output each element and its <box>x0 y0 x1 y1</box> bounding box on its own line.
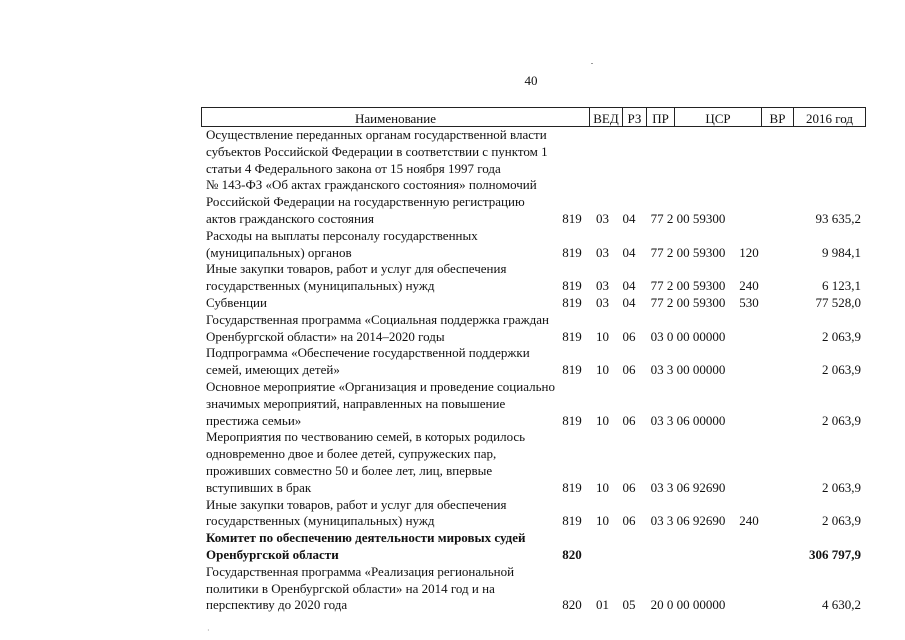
header-pr: ПР <box>646 107 674 127</box>
row-pr: 06 <box>622 513 636 529</box>
table-row <box>201 564 866 614</box>
scan-mark: · <box>207 626 210 635</box>
header-rz: РЗ <box>622 107 646 127</box>
row-csr: 03 3 06 92690 <box>650 513 726 529</box>
row-sum: 9 984,1 <box>822 244 861 260</box>
row-vr: 240 <box>739 513 759 529</box>
row-ved: 819 <box>562 412 582 428</box>
row-csr: 03 3 06 00000 <box>650 412 726 428</box>
row-sum: 2 063,9 <box>822 362 861 378</box>
row-ved: 819 <box>562 362 582 378</box>
row-pr: 04 <box>622 210 636 226</box>
row-name: Иные закупки товаров, работ и услуг для обеспечения государственных (муниципальных) нужд <box>206 496 507 529</box>
row-sum: 306 797,9 <box>809 546 861 562</box>
row-ved: 820 <box>562 546 582 562</box>
row-sum: 6 123,1 <box>822 278 861 294</box>
row-ved: 819 <box>562 479 582 495</box>
row-rz: 03 <box>596 210 609 226</box>
header-vr: ВР <box>761 107 793 127</box>
header-name: Наименование <box>201 107 589 127</box>
row-ved: 819 <box>562 210 582 226</box>
row-rz: 03 <box>596 278 609 294</box>
budget-table-body <box>201 127 866 614</box>
table-row <box>201 345 866 379</box>
row-rz: 10 <box>596 412 609 428</box>
table-row <box>201 261 866 295</box>
row-csr: 03 0 00 00000 <box>650 328 726 344</box>
row-pr: 06 <box>622 362 636 378</box>
row-name: Мероприятия по чествованию семей, в которых родилось одновременно двое и более детей, супружеских пар, проживших совместно 50 и более лет, лиц, впервые вступивших в брак <box>206 429 526 495</box>
row-pr: 04 <box>622 244 636 260</box>
row-rz: 01 <box>596 597 609 613</box>
header-csr: ЦСР <box>674 107 761 127</box>
table-row <box>201 379 866 429</box>
row-sum: 4 630,2 <box>822 597 861 613</box>
row-csr: 03 3 00 00000 <box>650 362 726 378</box>
row-rz: 03 <box>596 244 609 260</box>
row-pr: 06 <box>622 328 636 344</box>
row-csr: 77 2 00 59300 <box>650 278 726 294</box>
header-year: 2016 год <box>793 107 866 127</box>
table-row <box>201 530 866 564</box>
table-header <box>201 107 866 127</box>
row-sum: 77 528,0 <box>815 294 861 310</box>
row-csr: 77 2 00 59300 <box>650 210 726 226</box>
row-ved: 819 <box>562 328 582 344</box>
row-rz: 10 <box>596 328 609 344</box>
table-row <box>201 228 866 262</box>
table-row <box>201 295 866 312</box>
row-rz: 03 <box>596 294 609 310</box>
row-pr: 04 <box>622 278 636 294</box>
header-ved: ВЕД <box>589 107 622 127</box>
row-pr: 06 <box>622 412 636 428</box>
row-name: Субвенции <box>206 294 267 310</box>
row-vr: 530 <box>739 294 759 310</box>
row-sum: 2 063,9 <box>822 328 861 344</box>
row-sum: 2 063,9 <box>822 479 861 495</box>
row-ved: 820 <box>562 597 582 613</box>
row-rz: 10 <box>596 513 609 529</box>
row-rz: 10 <box>596 479 609 495</box>
table-row <box>201 312 866 346</box>
row-ved: 819 <box>562 244 582 260</box>
row-ved: 819 <box>562 278 582 294</box>
row-pr: 04 <box>622 294 636 310</box>
row-pr: 05 <box>622 597 636 613</box>
row-rz: 10 <box>596 362 609 378</box>
row-sum: 93 635,2 <box>815 210 861 226</box>
row-pr: 06 <box>622 479 636 495</box>
row-ved: 819 <box>562 513 582 529</box>
page-number: 40 <box>524 73 538 88</box>
scan-speck <box>591 63 593 64</box>
row-name: Комитет по обеспечению деятельности мировых судей Оренбургской области <box>206 530 526 562</box>
row-sum: 2 063,9 <box>822 412 861 428</box>
row-name: Основное мероприятие «Организация и проведение социально значимых мероприятий, направленных на повышение престижа семьи» <box>206 378 555 428</box>
row-name: Подпрограмма «Обеспечение государственной поддержки семей, имеющих детей» <box>206 345 530 378</box>
row-vr: 240 <box>739 278 759 294</box>
row-csr: 77 2 00 59300 <box>650 294 726 310</box>
row-name: Расходы на выплаты персоналу государственных (муниципальных) органов <box>206 227 478 260</box>
table-row <box>201 429 866 496</box>
row-csr: 20 0 00 00000 <box>650 597 726 613</box>
row-name: Иные закупки товаров, работ и услуг для обеспечения государственных (муниципальных) нужд <box>206 261 507 294</box>
row-csr: 03 3 06 92690 <box>650 479 726 495</box>
row-name: Осуществление переданных органам государственной власти субъектов Российской Федерации в соответствии с пунктом 1 статьи 4 Федерального закона от 15 ноября 1997 года № 143-ФЗ «Об актах гражданского состояния» полномочий Российской Федерации на государственную регистрацию актов гражданского состояния <box>206 127 548 226</box>
row-name: Государственная программа «Социальная поддержка граждан Оренбургской области» на 2014–2020 годы <box>206 311 549 344</box>
row-sum: 2 063,9 <box>822 513 861 529</box>
table-row <box>201 497 866 531</box>
row-ved: 819 <box>562 294 582 310</box>
table-row <box>201 127 866 228</box>
row-name: Государственная программа «Реализация региональной политики в Оренбургской области» на 2014 год и на перспективу до 2020 года <box>206 563 515 613</box>
row-csr: 77 2 00 59300 <box>650 244 726 260</box>
row-vr: 120 <box>739 244 759 260</box>
